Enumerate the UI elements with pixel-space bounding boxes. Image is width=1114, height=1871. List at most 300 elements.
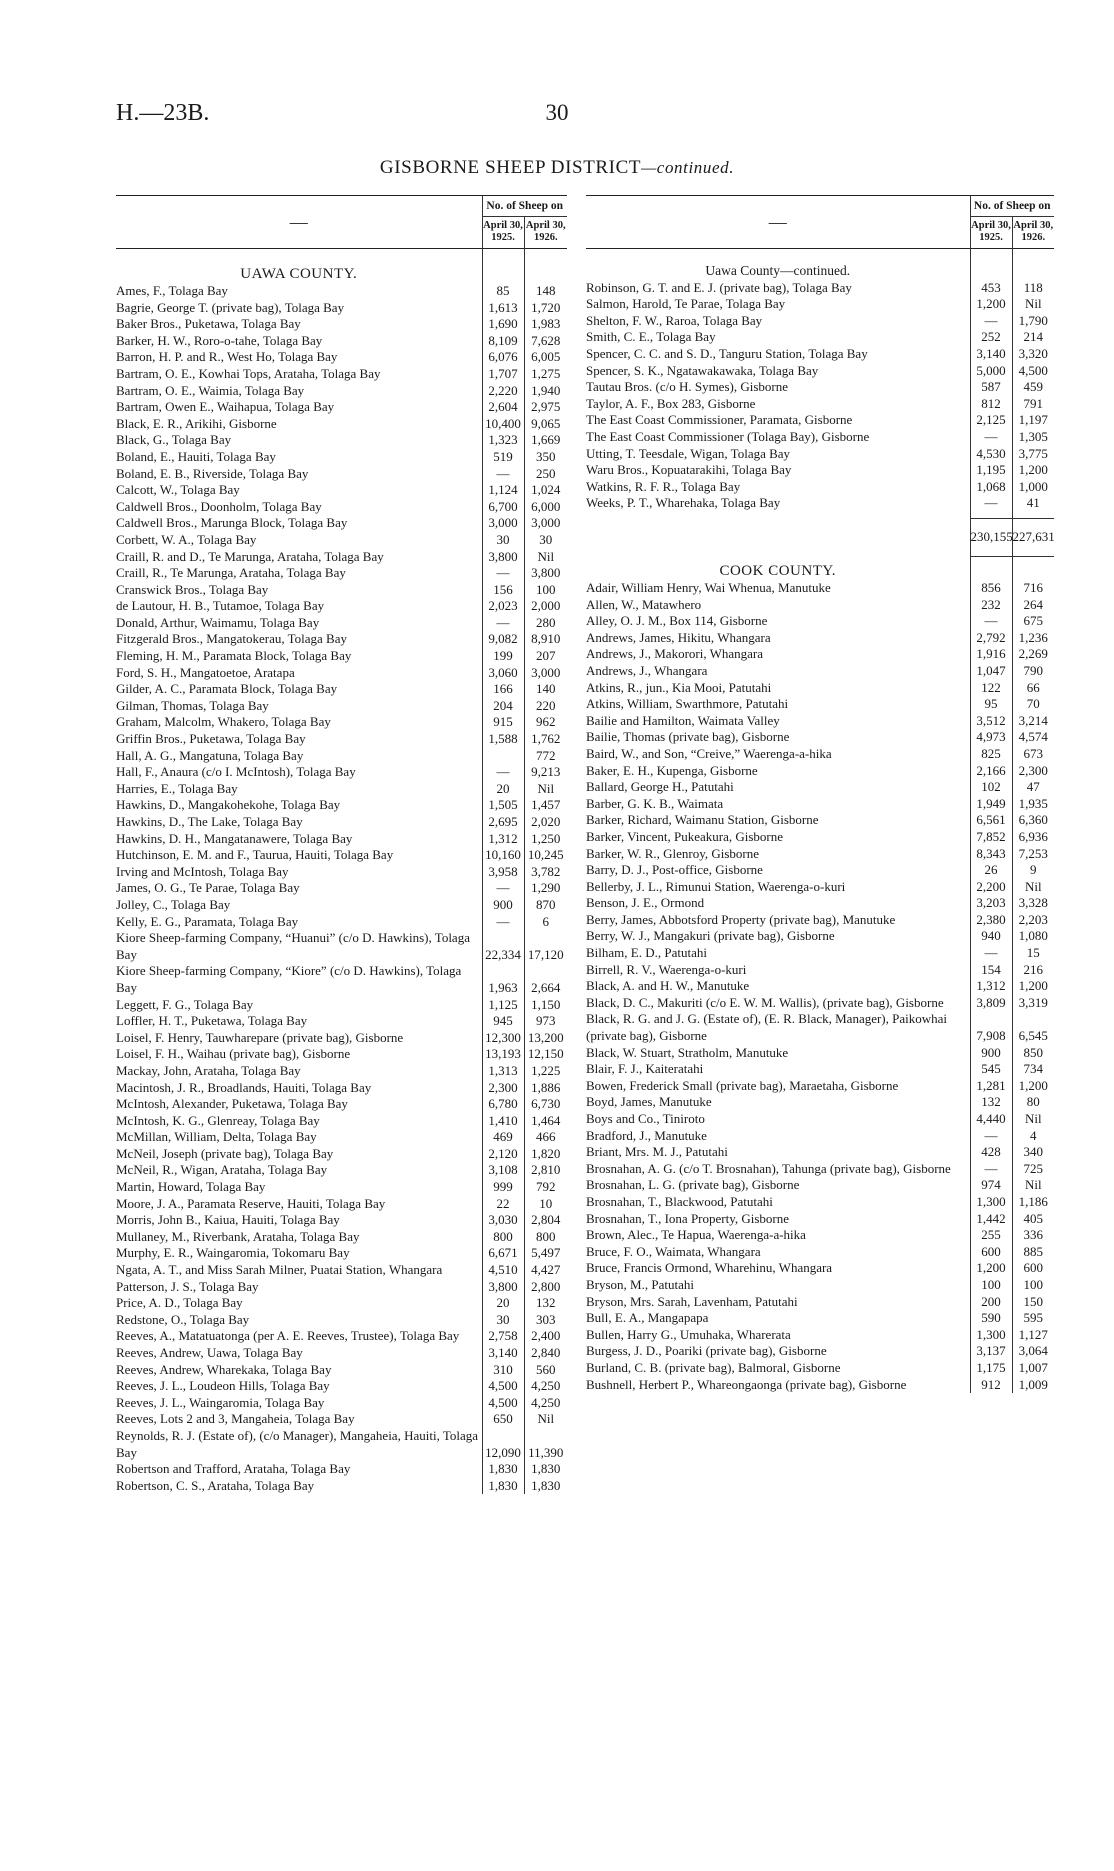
county-total-row xyxy=(586,518,1054,556)
sheep-1926: 2,840 xyxy=(524,1345,567,1362)
sheep-1926: 962 xyxy=(524,714,567,731)
table-row xyxy=(116,1212,567,1229)
left-column xyxy=(116,195,567,1494)
county-heading-row xyxy=(116,259,567,283)
sheep-1926: 1,720 xyxy=(524,300,567,317)
holder-name: Watkins, R. F. R., Tolaga Bay xyxy=(586,478,741,494)
holder-name: Bagrie, George T. (private bag), Tolaga Bay xyxy=(116,299,345,315)
table-row xyxy=(116,997,567,1014)
sheep-1925: 453 xyxy=(970,280,1012,297)
sheep-1925: 469 xyxy=(482,1129,524,1146)
name-column-header: — xyxy=(116,196,482,249)
table-row xyxy=(116,764,567,781)
sheep-1925: 974 xyxy=(970,1177,1012,1194)
sheep-1925: 6,671 xyxy=(482,1245,524,1262)
holder-name: Hall, F., Anaura (c/o I. McIntosh), Tolaga Bay xyxy=(116,764,356,780)
table-row xyxy=(586,1078,1054,1095)
sheep-1925: 1,963 xyxy=(482,963,524,996)
sheep-1926: 15 xyxy=(1012,945,1054,962)
sheep-1926: 280 xyxy=(524,615,567,632)
holder-name: Griffin Bros., Puketawa, Tolaga Bay xyxy=(116,731,306,747)
table-row xyxy=(116,1179,567,1196)
table-row xyxy=(116,1395,567,1412)
sheep-1925: 12,090 xyxy=(482,1428,524,1461)
sheep-1926: 1,250 xyxy=(524,831,567,848)
sheep-1925: 6,561 xyxy=(970,812,1012,829)
sheep-1926: 118 xyxy=(1012,280,1054,297)
holder-name: Brown, Alec., Te Hapua, Waerenga-a-hika xyxy=(586,1227,806,1243)
sheep-1925: 3,140 xyxy=(970,346,1012,363)
sheep-1926: 870 xyxy=(524,897,567,914)
table-row xyxy=(586,1343,1054,1360)
holder-name: Barker, W. R., Glenroy, Gisborne xyxy=(586,845,760,861)
holder-name: Barry, D. J., Post-office, Gisborne xyxy=(586,862,763,878)
table-row xyxy=(116,1080,567,1097)
sheep-1926: 1,200 xyxy=(1012,1078,1054,1095)
sheep-1925: 8,109 xyxy=(482,333,524,350)
holder-name: Harries, E., Tolaga Bay xyxy=(116,780,238,796)
sheep-1926: 7,628 xyxy=(524,333,567,350)
table-row xyxy=(116,1378,567,1395)
table-row xyxy=(586,1260,1054,1277)
sheep-1925: 1,200 xyxy=(970,296,1012,313)
sheep-1925: 1,068 xyxy=(970,479,1012,496)
holder-name: Craill, R., Te Marunga, Arataha, Tolaga Bay xyxy=(116,565,346,581)
table-row xyxy=(586,862,1054,879)
table-row xyxy=(586,429,1054,446)
table-row xyxy=(116,1229,567,1246)
holder-name: Adair, William Henry, Wai Whenua, Manutuke xyxy=(586,580,831,595)
holder-name: Barron, H. P. and R., West Ho, Tolaga Bay xyxy=(116,349,338,365)
table-row xyxy=(116,781,567,798)
sheep-1925: 156 xyxy=(482,582,524,599)
table-row xyxy=(116,864,567,881)
table-row xyxy=(116,1328,567,1345)
sheep-1925: 1,312 xyxy=(970,978,1012,995)
table-row xyxy=(116,714,567,731)
sheep-1926: 1,200 xyxy=(1012,462,1054,479)
table-row xyxy=(116,1113,567,1130)
holder-name: Robinson, G. T. and E. J. (private bag), Tolaga Bay xyxy=(586,279,852,295)
sheep-1925: 310 xyxy=(482,1362,524,1379)
table-row xyxy=(116,283,567,300)
table-row xyxy=(116,1196,567,1213)
table-row xyxy=(586,379,1054,396)
sheep-1926: 560 xyxy=(524,1362,567,1379)
col-1926-header: April 30, 1926. xyxy=(524,217,567,249)
sheep-1925: 1,916 xyxy=(970,646,1012,663)
holder-name: Barker, H. W., Roro-o-tahe, Tolaga Bay xyxy=(116,332,323,348)
sheep-1925: 519 xyxy=(482,449,524,466)
table-row xyxy=(586,879,1054,896)
table-row xyxy=(586,1144,1054,1161)
holder-name: Hutchinson, E. M. and F., Taurua, Hauiti, Tolaga Bay xyxy=(116,847,394,863)
sheep-1926: 350 xyxy=(524,449,567,466)
sheep-1926: 250 xyxy=(524,466,567,483)
sheep-1925: — xyxy=(482,914,524,931)
table-row xyxy=(116,963,567,996)
table-row xyxy=(116,831,567,848)
holder-name: Corbett, W. A., Tolaga Bay xyxy=(116,531,257,547)
holder-name: Caldwell Bros., Doonholm, Tolaga Bay xyxy=(116,498,322,514)
county-continued-heading: Uawa County—continued. xyxy=(705,263,851,278)
sheep-1926: 12,150 xyxy=(524,1046,567,1063)
sheep-1925: 9,082 xyxy=(482,631,524,648)
holder-name: Black, E. R., Arikihi, Gisborne xyxy=(116,415,277,431)
sheep-1926: 6,730 xyxy=(524,1096,567,1113)
sheep-1925: 812 xyxy=(970,396,1012,413)
sheep-1925: 85 xyxy=(482,283,524,300)
sheep-1925: 2,380 xyxy=(970,912,1012,929)
holder-name: Morris, John B., Kaiua, Hauiti, Tolaga Bay xyxy=(116,1212,340,1228)
table-row xyxy=(586,280,1054,297)
holder-name: Leggett, F. G., Tolaga Bay xyxy=(116,996,254,1012)
sheep-1925: 4,500 xyxy=(482,1395,524,1412)
sheep-1926: 2,800 xyxy=(524,1279,567,1296)
sheep-1925: 1,300 xyxy=(970,1194,1012,1211)
holder-name: Barker, Vincent, Pukeakura, Gisborne xyxy=(586,828,784,844)
sheep-1926: 3,319 xyxy=(1012,995,1054,1012)
name-column-header: — xyxy=(586,196,970,249)
sheep-1925: — xyxy=(482,615,524,632)
sheep-1925: 1,323 xyxy=(482,432,524,449)
holder-name: Hall, A. G., Mangatuna, Tolaga Bay xyxy=(116,747,304,763)
table-row xyxy=(586,1011,1054,1044)
sheep-count-header: No. of Sheep on xyxy=(482,196,567,217)
holder-name: Bullen, Harry G., Umuhaka, Wharerata xyxy=(586,1326,791,1342)
holder-name: Jolley, C., Tolaga Bay xyxy=(116,896,231,912)
sheep-1926: 466 xyxy=(524,1129,567,1146)
holder-name: Kelly, E. G., Paramata, Tolaga Bay xyxy=(116,913,299,929)
sheep-1926: 70 xyxy=(1012,696,1054,713)
table-row xyxy=(116,598,567,615)
table-row xyxy=(116,615,567,632)
sheep-1926: 1,186 xyxy=(1012,1194,1054,1211)
sheep-1926: 1,000 xyxy=(1012,479,1054,496)
holder-name: McIntosh, Alexander, Puketawa, Tolaga Bay xyxy=(116,1096,348,1112)
table-row xyxy=(116,349,567,366)
table-row xyxy=(586,995,1054,1012)
holder-name: Baker Bros., Puketawa, Tolaga Bay xyxy=(116,316,301,332)
holder-name: Brosnahan, T., Iona Property, Gisborne xyxy=(586,1210,790,1226)
sheep-1925: 1,175 xyxy=(970,1360,1012,1377)
sheep-1926: 725 xyxy=(1012,1161,1054,1178)
sheep-1926: 1,197 xyxy=(1012,412,1054,429)
holder-name: Hawkins, D., The Lake, Tolaga Bay xyxy=(116,814,303,829)
sheep-1926: 264 xyxy=(1012,597,1054,614)
sheep-1926: 303 xyxy=(524,1312,567,1329)
sheep-1926: 140 xyxy=(524,681,567,698)
holder-name: McNeil, R., Wigan, Arataha, Tolaga Bay xyxy=(116,1162,328,1178)
table-row xyxy=(116,1129,567,1146)
sheep-1926: 4 xyxy=(1012,1128,1054,1145)
sheep-1926: 885 xyxy=(1012,1244,1054,1261)
page-header xyxy=(0,100,1114,130)
total-1926: 227,631 xyxy=(1012,518,1054,556)
holder-name: Murphy, E. R., Waingaromia, Tokomaru Bay xyxy=(116,1245,350,1261)
holder-name: The East Coast Commissioner (Tolaga Bay), Gisborne xyxy=(586,428,870,444)
sheep-1925: 1,442 xyxy=(970,1211,1012,1228)
sheep-1925: 10,160 xyxy=(482,847,524,864)
table-row xyxy=(116,300,567,317)
sheep-1926: 2,664 xyxy=(524,963,567,996)
sheep-1926: 340 xyxy=(1012,1144,1054,1161)
sheep-1925: 1,313 xyxy=(482,1063,524,1080)
table-row xyxy=(116,1345,567,1362)
sheep-1926: 1,275 xyxy=(524,366,567,383)
holder-name: Weeks, P. T., Wharehaka, Tolaga Bay xyxy=(586,495,781,511)
sheep-1926: 10,245 xyxy=(524,847,567,864)
sheep-1926: 1,830 xyxy=(524,1478,567,1495)
sheep-1925: 10,400 xyxy=(482,416,524,433)
sheep-1926: 6,936 xyxy=(1012,829,1054,846)
table-row xyxy=(586,912,1054,929)
sheep-1925: 3,000 xyxy=(482,515,524,532)
sheep-1925: 2,604 xyxy=(482,399,524,416)
holder-name: Bartram, Owen E., Waihapua, Tolaga Bay xyxy=(116,399,335,415)
sheep-1926: 10 xyxy=(524,1196,567,1213)
sheep-1926: 6,000 xyxy=(524,499,567,516)
sheep-1925: 95 xyxy=(970,696,1012,713)
sheep-1926: 600 xyxy=(1012,1260,1054,1277)
holder-name: Reeves, Andrew, Wharekaka, Tolaga Bay xyxy=(116,1361,332,1377)
sheep-1925: 22,334 xyxy=(482,930,524,963)
holder-name: McNeil, Joseph (private bag), Tolaga Bay xyxy=(116,1145,334,1161)
table-row xyxy=(116,1013,567,1030)
holder-name: Andrews, J., Makorori, Whangara xyxy=(586,646,764,662)
table-row xyxy=(586,1360,1054,1377)
table-row xyxy=(586,1244,1054,1261)
sheep-1925: 7,852 xyxy=(970,829,1012,846)
holder-name: Hawkins, D., Mangakohekohe, Tolaga Bay xyxy=(116,797,341,813)
table-row xyxy=(586,713,1054,730)
sheep-1926: 7,253 xyxy=(1012,846,1054,863)
county-heading-row xyxy=(586,556,1054,580)
sheep-1926: 595 xyxy=(1012,1310,1054,1327)
sheep-1925: 3,800 xyxy=(482,1279,524,1296)
table-row xyxy=(586,746,1054,763)
page-number: 30 xyxy=(545,100,569,125)
table-row xyxy=(586,1277,1054,1294)
holder-name: Boys and Co., Tiniroto xyxy=(586,1111,705,1126)
sheep-1926: 6,005 xyxy=(524,349,567,366)
holder-name: Martin, Howard, Tolaga Bay xyxy=(116,1179,266,1195)
holder-name: Barker, Richard, Waimanu Station, Gisborne xyxy=(586,812,819,828)
holder-name: Baird, W., and Son, “Creive,” Waerenga-a-hika xyxy=(586,745,832,761)
table-row xyxy=(586,495,1054,512)
table-row xyxy=(586,1161,1054,1178)
sheep-1926: 148 xyxy=(524,283,567,300)
sheep-1925: 587 xyxy=(970,379,1012,396)
holder-name: Bushnell, Herbert P., Whareongaonga (private bag), Gisborne xyxy=(586,1376,907,1392)
holder-name: Brosnahan, A. G. (c/o T. Brosnahan), Tahunga (private bag), Gisborne xyxy=(586,1160,951,1176)
sheep-1926: Nil xyxy=(1012,296,1054,313)
table-row xyxy=(116,731,567,748)
sheep-1925: — xyxy=(970,429,1012,446)
sheep-1926: Nil xyxy=(1012,1177,1054,1194)
sheep-1926: 3,782 xyxy=(524,864,567,881)
table-row xyxy=(116,748,567,765)
sheep-1926: 207 xyxy=(524,648,567,665)
sheep-1926: 336 xyxy=(1012,1227,1054,1244)
sheep-1925: 2,120 xyxy=(482,1146,524,1163)
table-row xyxy=(586,895,1054,912)
sheep-1926: 3,000 xyxy=(524,515,567,532)
holder-name: Ames, F., Tolaga Bay xyxy=(116,283,228,298)
sheep-table-left xyxy=(116,195,567,1494)
sheep-1926: 216 xyxy=(1012,962,1054,979)
holder-name: Reeves, Lots 2 and 3, Mangaheia, Tolaga Bay xyxy=(116,1411,355,1427)
holder-name: Berry, W. J., Mangakuri (private bag), Gisborne xyxy=(586,928,835,944)
holder-name: de Lautour, H. B., Tutamoe, Tolaga Bay xyxy=(116,598,325,614)
sheep-1926: 6,360 xyxy=(1012,812,1054,829)
sheep-1926: 1,225 xyxy=(524,1063,567,1080)
sheep-1925: 1,410 xyxy=(482,1113,524,1130)
sheep-1926: 1,236 xyxy=(1012,630,1054,647)
sheep-1925: 900 xyxy=(970,1045,1012,1062)
table-header-row xyxy=(116,196,567,217)
table-row xyxy=(586,1045,1054,1062)
sheep-1926: 1,200 xyxy=(1012,978,1054,995)
sheep-1926: 30 xyxy=(524,532,567,549)
sheep-1926: Nil xyxy=(524,781,567,798)
holder-name: The East Coast Commissioner, Paramata, Gisborne xyxy=(586,412,853,428)
sheep-1926: Nil xyxy=(1012,879,1054,896)
table-row xyxy=(116,1162,567,1179)
holder-name: Taylor, A. F., Box 283, Gisborne xyxy=(586,395,756,411)
sheep-1926: 790 xyxy=(1012,663,1054,680)
sheep-1925: 2,300 xyxy=(482,1080,524,1097)
holder-name: Price, A. D., Tolaga Bay xyxy=(116,1295,243,1311)
sheep-1926: 80 xyxy=(1012,1094,1054,1111)
holder-name: Reeves, Andrew, Uawa, Tolaga Bay xyxy=(116,1345,303,1360)
holder-name: Bowen, Frederick Small (private bag), Maraetaha, Gisborne xyxy=(586,1077,899,1093)
holder-name: Black, W. Stuart, Stratholm, Manutuke xyxy=(586,1044,789,1060)
sheep-1925: 20 xyxy=(482,1295,524,1312)
sheep-1925: 30 xyxy=(482,1312,524,1329)
sheep-1926: 100 xyxy=(1012,1277,1054,1294)
sheep-1926: 6,545 xyxy=(1012,1011,1054,1044)
table-row xyxy=(586,479,1054,496)
table-row xyxy=(116,930,567,963)
sheep-1925: 166 xyxy=(482,681,524,698)
table-row xyxy=(116,797,567,814)
sheep-1925: 30 xyxy=(482,532,524,549)
sheep-1925: 1,588 xyxy=(482,731,524,748)
table-row xyxy=(116,1428,567,1461)
holder-name: Redstone, O., Tolaga Bay xyxy=(116,1311,250,1327)
holder-name: Loisel, F. H., Waihau (private bag), Gisborne xyxy=(116,1046,351,1062)
holder-name: Burland, C. B. (private bag), Balmoral, Gisborne xyxy=(586,1359,841,1375)
table-row xyxy=(586,1310,1054,1327)
holder-name: Brosnahan, L. G. (private bag), Gisborne xyxy=(586,1177,800,1193)
holder-name: Spencer, C. C. and S. D., Tanguru Station, Tolaga Bay xyxy=(586,345,868,361)
table-row xyxy=(586,1111,1054,1128)
holder-name: Blair, F. J., Kaiteratahi xyxy=(586,1061,704,1077)
sheep-1926: 220 xyxy=(524,698,567,715)
holder-name: Shelton, F. W., Raroa, Tolaga Bay xyxy=(586,312,763,328)
sheep-1926: 4,250 xyxy=(524,1395,567,1412)
sheep-1925 xyxy=(482,748,524,765)
sheep-1925: 1,830 xyxy=(482,1461,524,1478)
sheep-1925: 590 xyxy=(970,1310,1012,1327)
sheep-1925: 1,690 xyxy=(482,316,524,333)
holder-name: Ballard, George H., Patutahi xyxy=(586,779,734,795)
holder-name: Black, D. C., Makuriti (c/o E. W. M. Wallis), (private bag), Gisborne xyxy=(586,994,944,1010)
holder-name: Loisel, F. Henry, Tauwharepare (private bag), Gisborne xyxy=(116,1029,404,1045)
table-row xyxy=(586,1094,1054,1111)
sheep-1925: 6,780 xyxy=(482,1096,524,1113)
holder-name: Andrews, James, Hikitu, Whangara xyxy=(586,629,771,645)
sheep-1926: 1,886 xyxy=(524,1080,567,1097)
holder-name: Waru Bros., Kopuatarakihi, Tolaga Bay xyxy=(586,462,792,478)
holder-name: Loffler, H. T., Puketawa, Tolaga Bay xyxy=(116,1013,308,1029)
table-row xyxy=(586,630,1054,647)
sheep-1925: 3,958 xyxy=(482,864,524,881)
holder-name: Black, A. and H. W., Manutuke xyxy=(586,978,750,994)
holder-name: Reeves, A., Matatuatonga (per A. E. Reeves, Trustee), Tolaga Bay xyxy=(116,1328,460,1344)
holder-name: Allen, W., Matawhero xyxy=(586,596,702,612)
sheep-1925: 3,137 xyxy=(970,1343,1012,1360)
holder-name: Moore, J. A., Paramata Reserve, Hauiti, Tolaga Bay xyxy=(116,1195,386,1211)
holder-name: Spencer, S. K., Ngatawakawaka, Tolaga Bay xyxy=(586,362,819,378)
sheep-1925: 2,792 xyxy=(970,630,1012,647)
holder-name: Reynolds, R. J. (Estate of), (c/o Manager), Mangaheia, Hauiti, Tolaga Bay xyxy=(116,1427,479,1460)
table-row xyxy=(586,346,1054,363)
sheep-1926: Nil xyxy=(524,549,567,566)
sheep-1925: 4,973 xyxy=(970,729,1012,746)
sheep-1925: 856 xyxy=(970,580,1012,597)
sheep-1926: 791 xyxy=(1012,396,1054,413)
sheep-1925: 900 xyxy=(482,897,524,914)
table-row xyxy=(116,1030,567,1047)
table-row xyxy=(586,829,1054,846)
table-row xyxy=(116,1362,567,1379)
sheep-1926: 405 xyxy=(1012,1211,1054,1228)
sheep-1926: 2,203 xyxy=(1012,912,1054,929)
table-row xyxy=(586,763,1054,780)
sheep-1926: 9,213 xyxy=(524,764,567,781)
holder-name: Irving and McIntosh, Tolaga Bay xyxy=(116,863,289,879)
table-row xyxy=(586,412,1054,429)
holder-name: McIntosh, K. G., Glenreay, Tolaga Bay xyxy=(116,1112,320,1128)
sheep-1925: 13,193 xyxy=(482,1046,524,1063)
table-row xyxy=(116,449,567,466)
sheep-1925: 4,500 xyxy=(482,1378,524,1395)
sheep-1925: 1,195 xyxy=(970,462,1012,479)
table-row xyxy=(586,928,1054,945)
table-row xyxy=(116,814,567,831)
sheep-1925: — xyxy=(970,313,1012,330)
sheep-1926: 66 xyxy=(1012,680,1054,697)
sheep-table-right xyxy=(586,195,1054,1393)
table-row xyxy=(116,432,567,449)
sheep-1926: 2,804 xyxy=(524,1212,567,1229)
table-row xyxy=(586,1211,1054,1228)
table-row xyxy=(586,1194,1054,1211)
sheep-1926: Nil xyxy=(524,1411,567,1428)
sheep-1925: 2,695 xyxy=(482,814,524,831)
sheep-1926: 2,400 xyxy=(524,1328,567,1345)
holder-name: Briant, Mrs. M. J., Patutahi xyxy=(586,1144,728,1160)
sheep-1925: 232 xyxy=(970,597,1012,614)
holder-name: Kiore Sheep-farming Company, “Kiore” (c/o D. Hawkins), Tolaga Bay xyxy=(116,963,462,995)
sheep-1926: 772 xyxy=(524,748,567,765)
sheep-1926: 1,290 xyxy=(524,880,567,897)
table-row xyxy=(116,880,567,897)
table-row xyxy=(116,1245,567,1262)
sheep-1925: 5,000 xyxy=(970,363,1012,380)
